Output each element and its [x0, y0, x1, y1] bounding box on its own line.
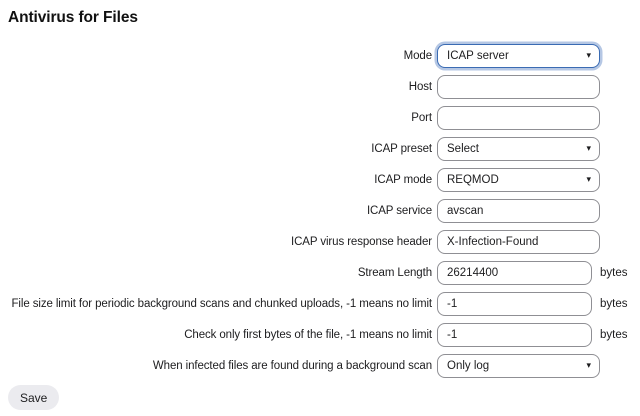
form-row [0, 168, 640, 192]
icap-virus-response-header-input[interactable] [437, 230, 600, 254]
icap-preset-select[interactable] [437, 137, 600, 161]
field-wrap [437, 75, 600, 99]
infected-action-select[interactable] [437, 354, 600, 378]
form-rows [0, 44, 640, 378]
port-input[interactable] [437, 106, 600, 130]
unit-suffix: bytes [600, 298, 628, 310]
chevron-down-icon: ▾ [586, 360, 591, 371]
form-row [0, 75, 640, 99]
field-wrap [437, 106, 600, 130]
page-title: Antivirus for Files [8, 9, 138, 26]
form-row [0, 230, 640, 254]
field-wrap [437, 168, 600, 192]
field-wrap [437, 323, 592, 347]
field-wrap [437, 44, 600, 68]
stream-length-input[interactable] [437, 261, 592, 285]
chevron-down-icon: ▾ [586, 174, 591, 185]
field-label: File size limit for periodic background scans and chunked uploads, -1 means no limit [11, 298, 432, 310]
unit-suffix: bytes [600, 329, 628, 341]
form-row [0, 323, 640, 347]
field-label: Host [408, 81, 432, 93]
field-label: Stream Length [357, 267, 432, 279]
field-wrap [437, 292, 592, 316]
field-wrap [437, 199, 600, 223]
file-size-limit-input[interactable] [437, 292, 592, 316]
chevron-down-icon: ▾ [586, 50, 591, 61]
field-label: ICAP virus response header [290, 236, 432, 248]
form-row [0, 354, 640, 378]
form-row [0, 106, 640, 130]
field-label: Port [411, 112, 432, 124]
check-first-bytes-input[interactable] [437, 323, 592, 347]
field-wrap [437, 354, 600, 378]
form-row [0, 44, 640, 68]
host-input[interactable] [437, 75, 600, 99]
field-wrap [437, 230, 600, 254]
field-wrap [437, 261, 592, 285]
mode-select[interactable] [437, 44, 600, 68]
form-row [0, 199, 640, 223]
form-row [0, 292, 640, 316]
save-button[interactable]: Save [8, 385, 59, 410]
field-label: Check only first bytes of the file, -1 means no limit [184, 329, 432, 341]
field-label: Mode [403, 50, 432, 62]
field-label: When infected files are found during a background scan [152, 360, 432, 372]
chevron-down-icon: ▾ [586, 143, 591, 154]
field-label: ICAP service [366, 205, 432, 217]
icap-service-input[interactable] [437, 199, 600, 223]
unit-suffix: bytes [600, 267, 628, 279]
icap-mode-select[interactable] [437, 168, 600, 192]
form-row [0, 137, 640, 161]
form-row [0, 261, 640, 285]
field-wrap [437, 137, 600, 161]
field-label: ICAP mode [374, 174, 432, 186]
field-label: ICAP preset [371, 143, 432, 155]
